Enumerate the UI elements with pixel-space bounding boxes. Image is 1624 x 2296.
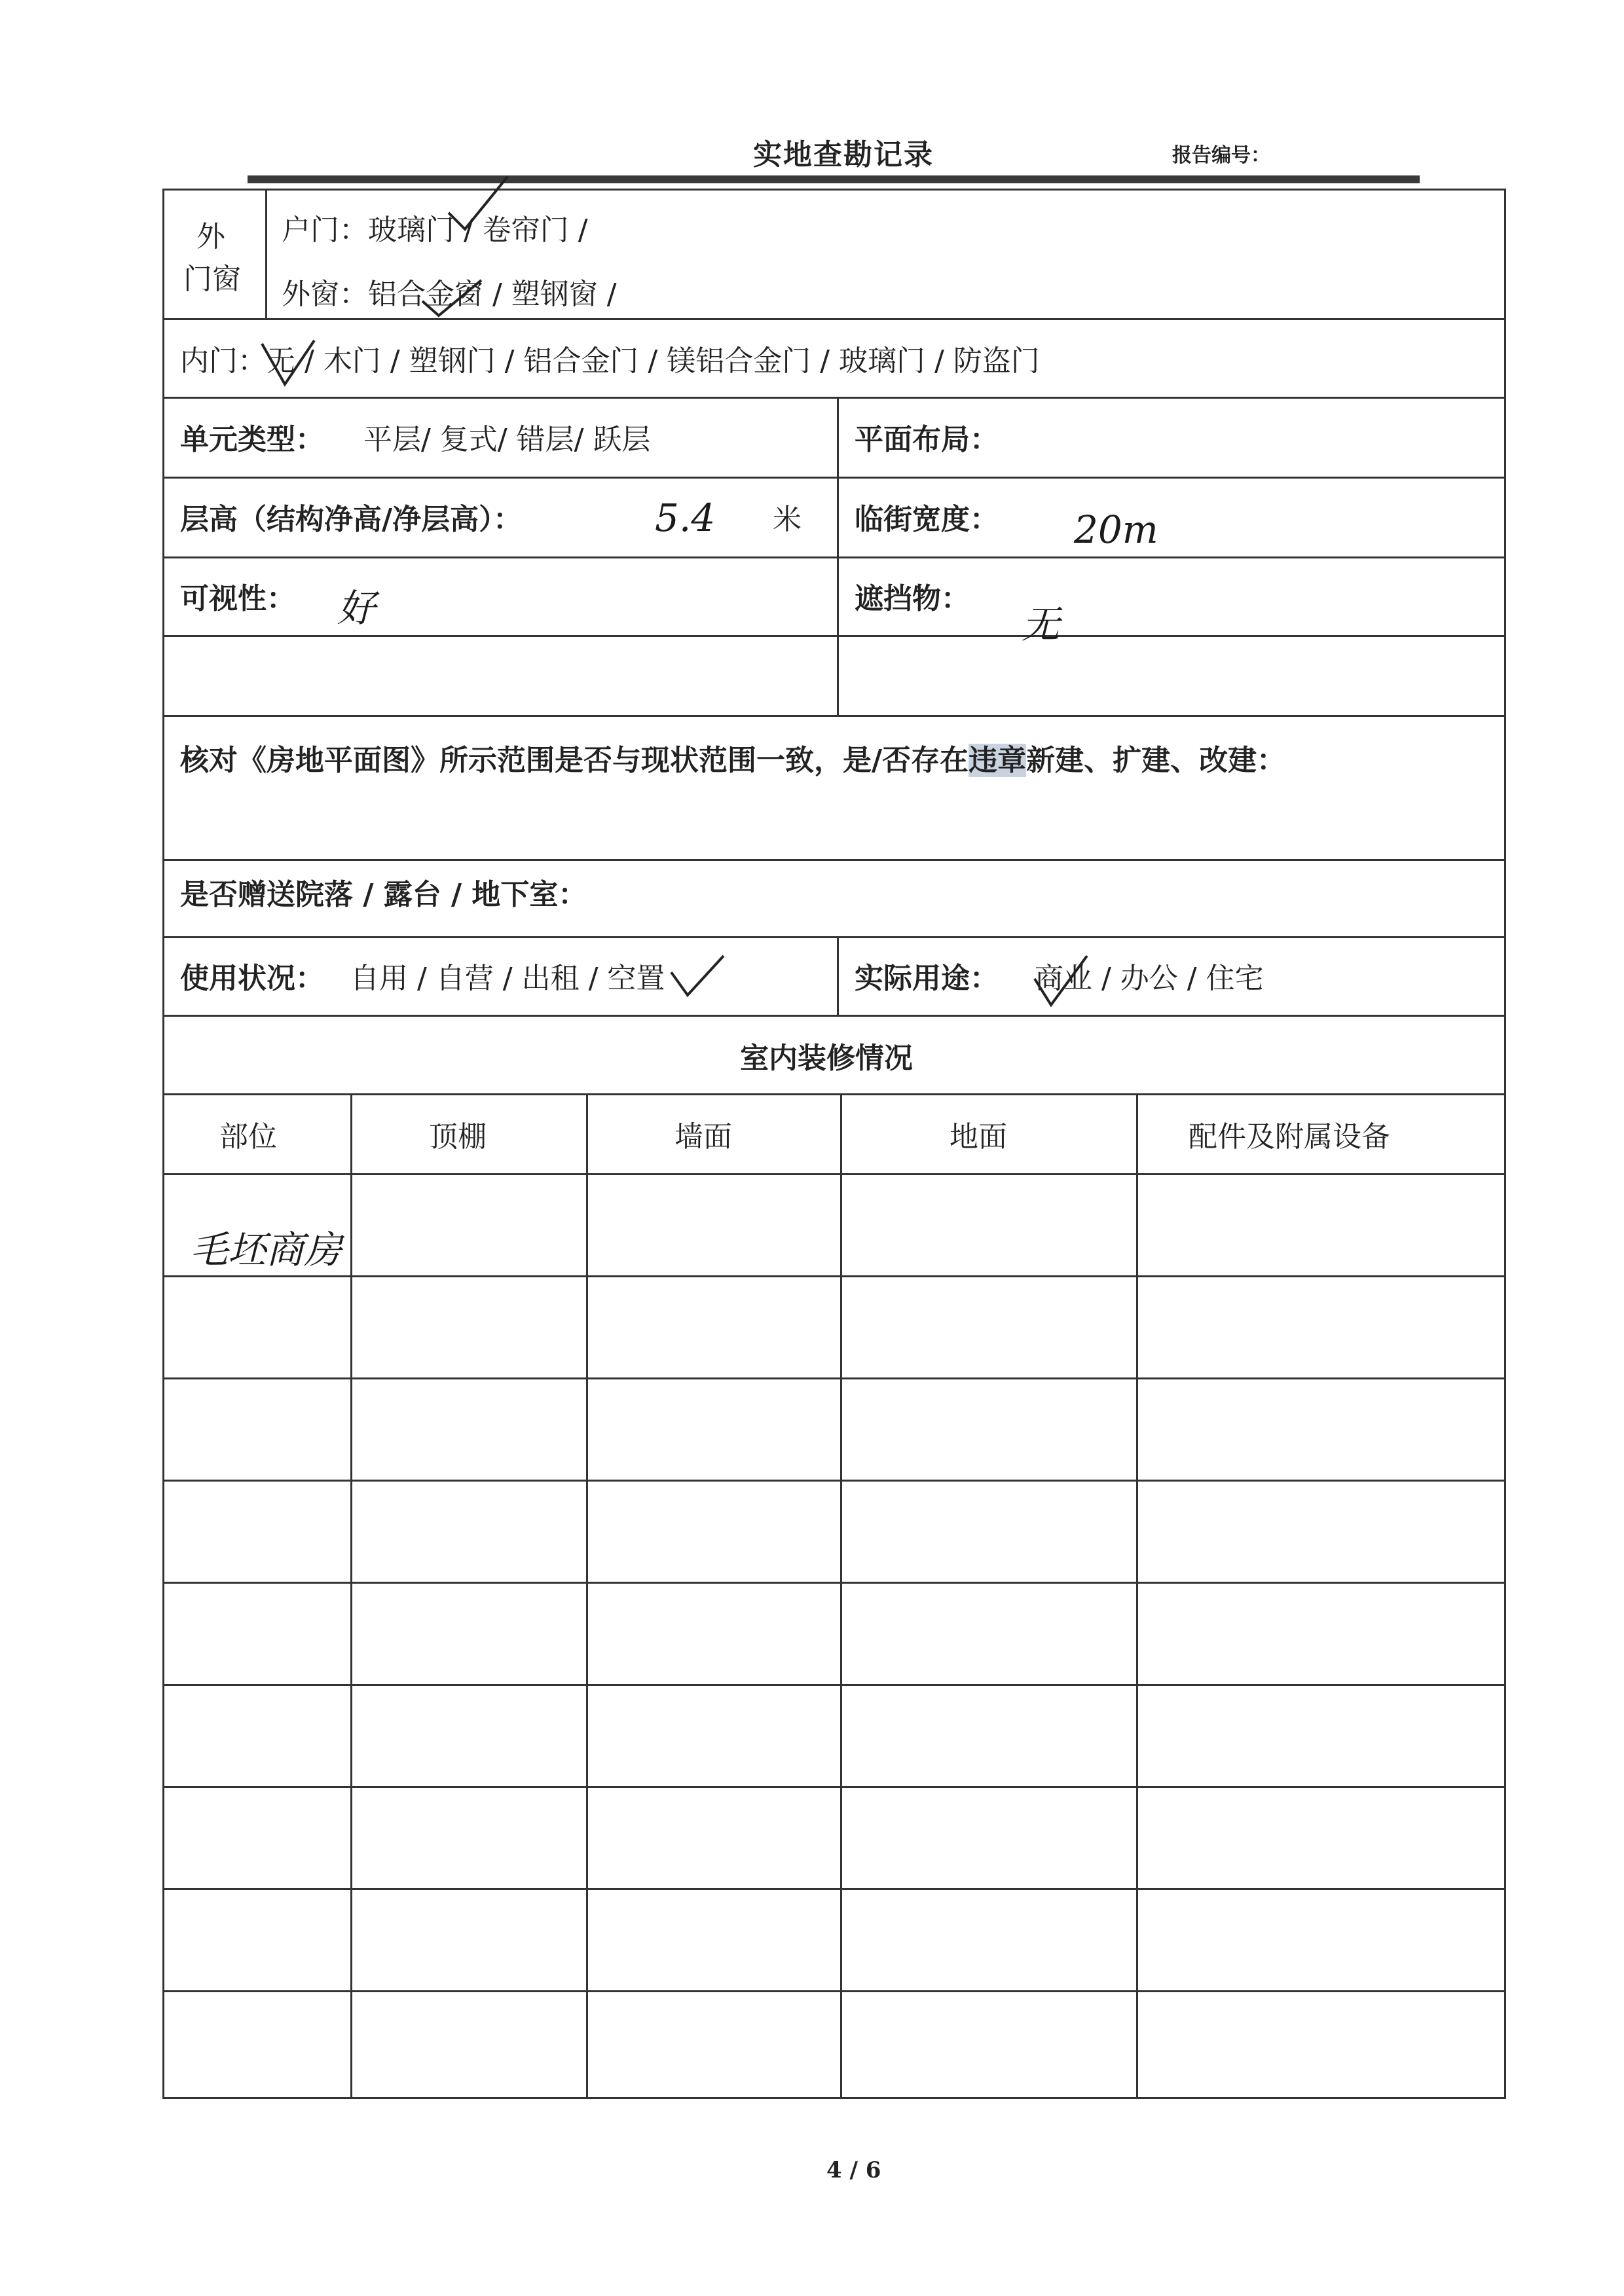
visibility-label: 可视性：	[180, 582, 295, 615]
actual-use-options: 商业 / 办公 / 住宅	[1035, 962, 1264, 995]
section-label-door-window: 门窗	[183, 263, 241, 296]
outer-door-options: 户门：玻璃门 / 卷帘门 /	[282, 213, 588, 247]
unit-type-label: 单元类型：	[180, 423, 324, 456]
report-number-label: 报告编号：	[1172, 144, 1270, 167]
page-title: 实地查勘记录	[753, 138, 934, 172]
header-floor: 地面	[950, 1120, 1007, 1154]
usage-options: 自用 / 自营 / 出租 / 空置	[350, 962, 665, 995]
street-width-label: 临街宽度：	[855, 503, 999, 536]
checkmark-icon	[668, 953, 727, 1005]
actual-use-label: 实际用途：	[855, 962, 999, 995]
gift-question: 是否赠送院落 / 露台 / 地下室：	[180, 878, 587, 911]
page-number: 4 / 6	[826, 2157, 881, 2183]
header-wall: 墙面	[674, 1120, 732, 1154]
visibility-value: 好	[337, 586, 376, 630]
checkmark-icon	[259, 337, 318, 390]
floor-height-value: 5.4	[655, 496, 716, 540]
section-label-outer: 外	[196, 220, 225, 253]
floor-height-unit: 米	[773, 503, 802, 536]
plan-verification-question: 核对《房地平面图》所示范围是否与现状范围一致，是/否存在违章新建、扩建、改建：	[180, 744, 1286, 777]
checkmark-icon	[419, 275, 485, 321]
highlighted-term: 违章	[969, 744, 1027, 777]
header-ceiling: 顶棚	[429, 1120, 487, 1154]
floor-height-label: 层高（结构净高/净层高）：	[180, 503, 523, 536]
checkmark-icon	[445, 173, 511, 232]
usage-label: 使用状况：	[180, 962, 324, 995]
first-row-note: 毛坯商房	[190, 1228, 342, 1272]
checkmark-icon	[1031, 953, 1090, 1011]
header-rule	[248, 175, 1420, 183]
unit-type-options: 平层/ 复式/ 错层/ 跃层	[363, 423, 651, 456]
street-width-value: 20m	[1074, 507, 1158, 552]
obstruction-label: 遮挡物：	[855, 582, 970, 615]
header-location: 部位	[219, 1120, 277, 1154]
decoration-title: 室内装修情况	[740, 1042, 913, 1075]
floor-plan-label: 平面布局：	[855, 423, 999, 456]
outer-window-options: 外窗：铝合金窗 / 塑钢窗 /	[282, 278, 617, 311]
obstruction-value: 无	[1022, 602, 1060, 647]
inner-door-options: 内门：无 / 木门 / 塑钢门 / 铝合金门 / 镁铝合金门 / 玻璃门 / 防盗门	[180, 344, 1040, 378]
header-fittings: 配件及附属设备	[1189, 1120, 1390, 1154]
